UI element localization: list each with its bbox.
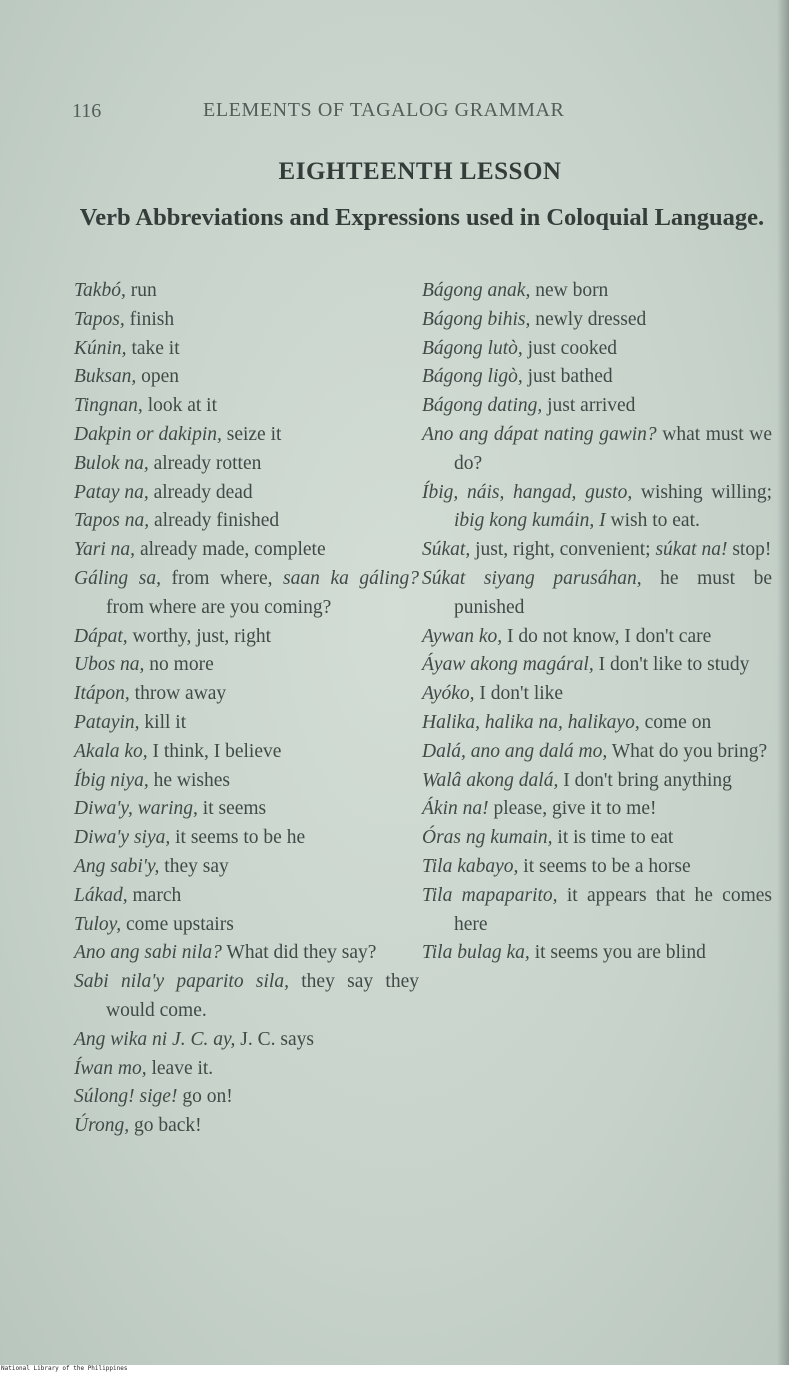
english-gloss: just arrived [542, 395, 636, 417]
tagalog-term: Úrong, [74, 1115, 130, 1137]
vocabulary-entry [74, 565, 419, 623]
vocabulary-entry [74, 392, 419, 421]
english-gloss: it seems to be he [170, 827, 306, 849]
vocabulary-entry [74, 1083, 419, 1112]
tagalog-term: Súlong! sige! [74, 1086, 178, 1108]
vocabulary-entry [422, 824, 772, 853]
english-gloss: just bathed [522, 366, 613, 388]
english-gloss: already finished [149, 510, 280, 532]
tagalog-term: Sabi nila'y paparito sila, [74, 971, 289, 993]
english-gloss: already dead [148, 481, 253, 503]
lesson-title: EIGHTEENTH LESSON [278, 158, 562, 185]
vocabulary-entry [74, 709, 419, 738]
tagalog-term: Buksan, [74, 366, 137, 388]
tagalog-term: Tingnan, [74, 395, 143, 417]
english-gloss: I do not know, I don't care [502, 625, 712, 647]
tagalog-term: saan ka gáling? [283, 567, 419, 589]
english-gloss: J. C. says [235, 1028, 314, 1050]
english-gloss: it seems [197, 798, 267, 820]
vocabulary-entry [74, 939, 419, 968]
vocabulary-entry [74, 738, 419, 767]
english-gloss: they say [159, 855, 229, 877]
tagalog-term: Tila bulag ka, [422, 942, 530, 964]
vocabulary-entry [422, 767, 772, 796]
vocabulary-entry [422, 277, 772, 306]
vocabulary-entry [422, 421, 772, 479]
tagalog-term: Tila mapaparito, [422, 884, 558, 906]
vocabulary-entry [74, 1026, 419, 1055]
vocabulary-entry [74, 1055, 419, 1084]
tagalog-term: Íwan mo, [74, 1057, 147, 1079]
tagalog-term: Tuloy, [74, 913, 122, 935]
english-gloss: I don't like to study [593, 654, 750, 676]
vocabulary-entry [74, 968, 419, 1026]
page-number: 116 [72, 100, 102, 122]
tagalog-term: Patay na, [74, 481, 149, 503]
english-gloss: wishing willing; [632, 481, 772, 503]
english-gloss: seize it [221, 423, 282, 445]
english-gloss: just, right, convenient; [470, 539, 656, 561]
english-gloss: new born [530, 280, 609, 301]
tagalog-term: Ano ang sabi nila? [74, 942, 222, 964]
tagalog-term: Yari na, [74, 539, 136, 561]
tagalog-term: Tapos, [74, 308, 125, 330]
english-gloss: take it [126, 337, 180, 359]
tagalog-term: Íbig, náis, hangad, gusto, [422, 481, 633, 503]
vocabulary-entry [422, 651, 772, 680]
vocabulary-entry [74, 623, 419, 652]
tagalog-term: Aywan ko, [422, 625, 503, 647]
right-vocabulary-column [422, 277, 772, 968]
tagalog-term: Íbig niya, [74, 769, 149, 791]
vocabulary-entry [422, 392, 772, 421]
tagalog-term: Lákad, [74, 884, 128, 906]
tagalog-term: Ang wika ni J. C. ay, [74, 1028, 236, 1050]
english-gloss: from where are you coming? [106, 596, 332, 618]
vocabulary-entry [422, 363, 772, 392]
vocabulary-entry [422, 623, 772, 652]
tagalog-term: Súkat, [422, 539, 471, 561]
vocabulary-entry [74, 911, 419, 940]
vocabulary-entry [422, 853, 772, 882]
english-gloss: I think, I believe [147, 740, 282, 762]
tagalog-term: Tapos na, [74, 510, 150, 532]
vocabulary-entry [74, 1112, 419, 1141]
english-gloss: please, give it to me! [488, 798, 657, 820]
english-gloss: I don't bring anything [558, 769, 732, 791]
left-vocabulary-column [74, 277, 419, 1141]
vocabulary-entry [74, 421, 419, 450]
vocabulary-entry [422, 738, 772, 767]
vocabulary-entry [422, 709, 772, 738]
english-gloss: already made, complete [135, 539, 326, 561]
tagalog-term: súkat na! [655, 539, 728, 561]
vocabulary-entry [74, 680, 419, 709]
english-gloss: it appears that he comes here [454, 884, 772, 935]
vocabulary-entry [74, 363, 419, 392]
english-gloss: wish to eat. [605, 510, 700, 532]
english-gloss: I don't like [474, 683, 564, 705]
vocabulary-entry [74, 651, 419, 680]
english-gloss: newly dressed [530, 308, 647, 330]
vocabulary-entry [74, 507, 419, 536]
tagalog-term: Halika, halika na, halikayo, [422, 711, 640, 733]
vocabulary-entry [74, 853, 419, 882]
vocabulary-entry [422, 882, 772, 940]
english-gloss: he must be punished [454, 567, 772, 618]
english-gloss: what must we do? [454, 423, 772, 474]
tagalog-term: Bágong lutò, [422, 337, 523, 359]
tagalog-term: Bulok na, [74, 452, 149, 474]
english-gloss: open [136, 366, 180, 388]
tagalog-term: Diwa'y, waring, [74, 798, 198, 820]
tagalog-term: Bágong ligò, [422, 366, 523, 388]
english-gloss: come on [639, 711, 712, 733]
tagalog-term: Ayóko, [422, 683, 475, 705]
english-gloss: kill it [139, 711, 187, 733]
tagalog-term: Bágong dating, [422, 395, 543, 417]
english-gloss: march [127, 884, 182, 906]
english-gloss: no more [144, 654, 214, 676]
tagalog-term: Bágong anak, [422, 280, 531, 301]
tagalog-term: Diwa'y siya, [74, 827, 171, 849]
english-gloss: run [125, 280, 157, 301]
english-gloss: just cooked [522, 337, 617, 359]
english-gloss: look at it [142, 395, 218, 417]
tagalog-term: Itápon, [74, 683, 130, 705]
english-gloss: throw away [129, 683, 227, 705]
tagalog-term: Ano ang dápat nating gawin? [422, 423, 657, 445]
english-gloss: it is time to eat [552, 827, 674, 849]
tagalog-term: Ang sabi'y, [74, 855, 160, 877]
english-gloss: it seems you are blind [529, 942, 706, 964]
vocabulary-entry [422, 536, 772, 565]
english-gloss: from where, [160, 567, 284, 589]
vocabulary-entry [74, 479, 419, 508]
tagalog-term: Patayin, [74, 711, 140, 733]
english-gloss: What do you bring? [607, 740, 768, 762]
english-gloss: go on! [177, 1086, 233, 1108]
vocabulary-entry [74, 450, 419, 479]
vocabulary-entry [422, 479, 772, 537]
english-gloss: What did they say? [221, 942, 377, 964]
tagalog-term: Walâ akong dalá, [422, 769, 559, 791]
tagalog-term: Tila kabayo, [422, 855, 519, 877]
tagalog-term: Ubos na, [74, 654, 145, 676]
tagalog-term: Dalá, ano ang dalá mo, [422, 740, 608, 762]
vocabulary-entry [422, 680, 772, 709]
vocabulary-entry [422, 565, 772, 623]
vocabulary-entry [74, 882, 419, 911]
vocabulary-entry [74, 767, 419, 796]
vocabulary-entry [422, 335, 772, 364]
vocabulary-entry [422, 795, 772, 824]
english-gloss: worthy, just, right [127, 625, 271, 647]
english-gloss: already rotten [148, 452, 262, 474]
tagalog-term: Óras ng kumain, [422, 827, 553, 849]
vocabulary-entry [74, 795, 419, 824]
tagalog-term: Kúnin, [74, 337, 127, 359]
tagalog-term: Súkat siyang parusáhan, [422, 567, 642, 589]
tagalog-term: Akala ko, [74, 740, 148, 762]
english-gloss: he wishes [148, 769, 230, 791]
tagalog-term: Takbó, [74, 280, 126, 301]
tagalog-term: Dápat, [74, 625, 128, 647]
english-gloss: they say they would come. [106, 971, 419, 1021]
tagalog-term: ibig kong kumáin, I [454, 510, 606, 532]
footer-credit: National Library of the Philippines [0, 1365, 789, 1373]
vocabulary-entry [74, 277, 419, 306]
tagalog-term: Ákin na! [422, 798, 489, 820]
tagalog-term: Áyaw akong magáral, [422, 654, 594, 676]
english-gloss: come upstairs [121, 913, 234, 935]
vocabulary-entry [74, 536, 419, 565]
tagalog-term: Dakpin or dakipin, [74, 423, 222, 445]
running-head: ELEMENTS OF TAGALOG GRAMMAR [203, 99, 565, 121]
tagalog-term: Gáling sa, [74, 567, 161, 589]
vocabulary-entry [74, 824, 419, 853]
section-title: Verb Abbreviations and Expressions used in Coloquial Language. [79, 204, 765, 231]
vocabulary-entry [74, 306, 419, 335]
vocabulary-entry [422, 939, 772, 968]
english-gloss: it seems to be a horse [518, 855, 691, 877]
english-gloss: stop! [727, 539, 772, 561]
english-gloss: go back! [129, 1115, 202, 1137]
english-gloss: finish [124, 308, 175, 330]
vocabulary-entry [74, 335, 419, 364]
tagalog-term: Bágong bihis, [422, 308, 531, 330]
vocabulary-entry [422, 306, 772, 335]
english-gloss: leave it. [146, 1057, 214, 1079]
